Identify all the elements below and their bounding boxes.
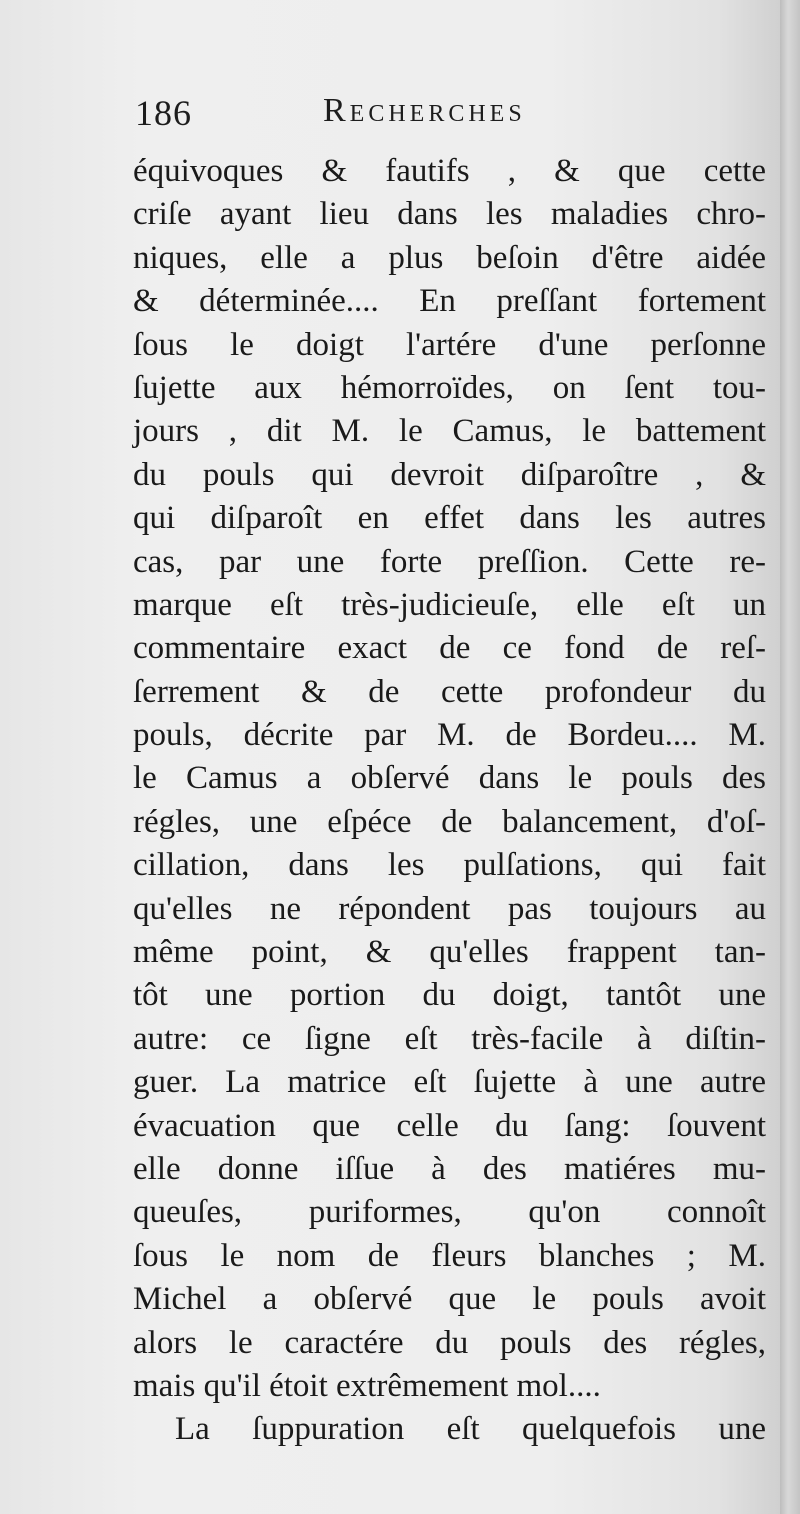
body-text [133,150,766,1452]
text-line: Michel a obſervé que le pouls avoit [133,1281,766,1318]
text-line: marque eſt très-judicieuſe, elle eſt un [133,586,766,623]
text-line: elle donne iſſue à des matiéres mu- [133,1150,766,1187]
text-line: queuſes, puriformes, qu'on connoît [133,1194,766,1231]
text-line: évacuation que celle du ſang: ſouvent [133,1107,766,1144]
running-title: Recherches [323,92,526,129]
text-line: équivoques & fautifs , & que cette [133,153,766,189]
text-line: cas, par une forte preſſion. Cette re- [133,543,766,580]
text-line: alors le caractére du pouls des régles, [133,1324,766,1361]
text-line: pouls, décrite par M. de Bordeu.... M. [133,717,766,754]
text-line: ſerrement & de cette profondeur du [133,673,766,710]
text-line: ſujette aux hémorroïdes, on ſent tou- [133,369,766,406]
text-line: & déterminée.... En preſſant fortement [133,283,766,320]
text-line: qui diſparoît en effet dans les autres [133,500,766,537]
page-number: 186 [135,93,192,133]
text-line: niques, elle a plus beſoin d'être aidée [133,239,766,276]
text-line: même point, & qu'elles frappent tan- [133,934,766,971]
text-line: ſous le nom de fleurs blanches ; M. [133,1237,766,1274]
text-line: criſe ayant lieu dans les maladies chro- [133,196,766,233]
paragraph-start-line: La ſuppuration eſt quelquefois une [175,1411,766,1448]
text-line: cillation, dans les pulſations, qui fait [133,847,766,884]
page-header [135,92,640,142]
text-line: autre: ce ſigne eſt très-facile à diſtin- [133,1020,766,1057]
text-line: commentaire exact de ce fond de reſ- [133,630,766,667]
text-line: qu'elles ne répondent pas toujours au [133,890,766,927]
text-line: jours , dit M. le Camus, le battement [133,413,766,450]
page-edge-shadow [780,0,800,1514]
paragraph-end-line: mais qu'il étoit extrêmement mol.... [133,1367,601,1404]
text-line: le Camus a obſervé dans le pouls des [133,760,766,797]
text-line: guer. La matrice eſt ſujette à une autre [133,1064,766,1101]
text-line: du pouls qui devroit diſparoître , & [133,456,766,493]
text-line: tôt une portion du doigt, tantôt une [133,977,766,1014]
text-line: ſous le doigt l'artére d'une perſonne [133,326,766,363]
text-line: régles, une eſpéce de balancement, d'oſ- [133,803,766,840]
